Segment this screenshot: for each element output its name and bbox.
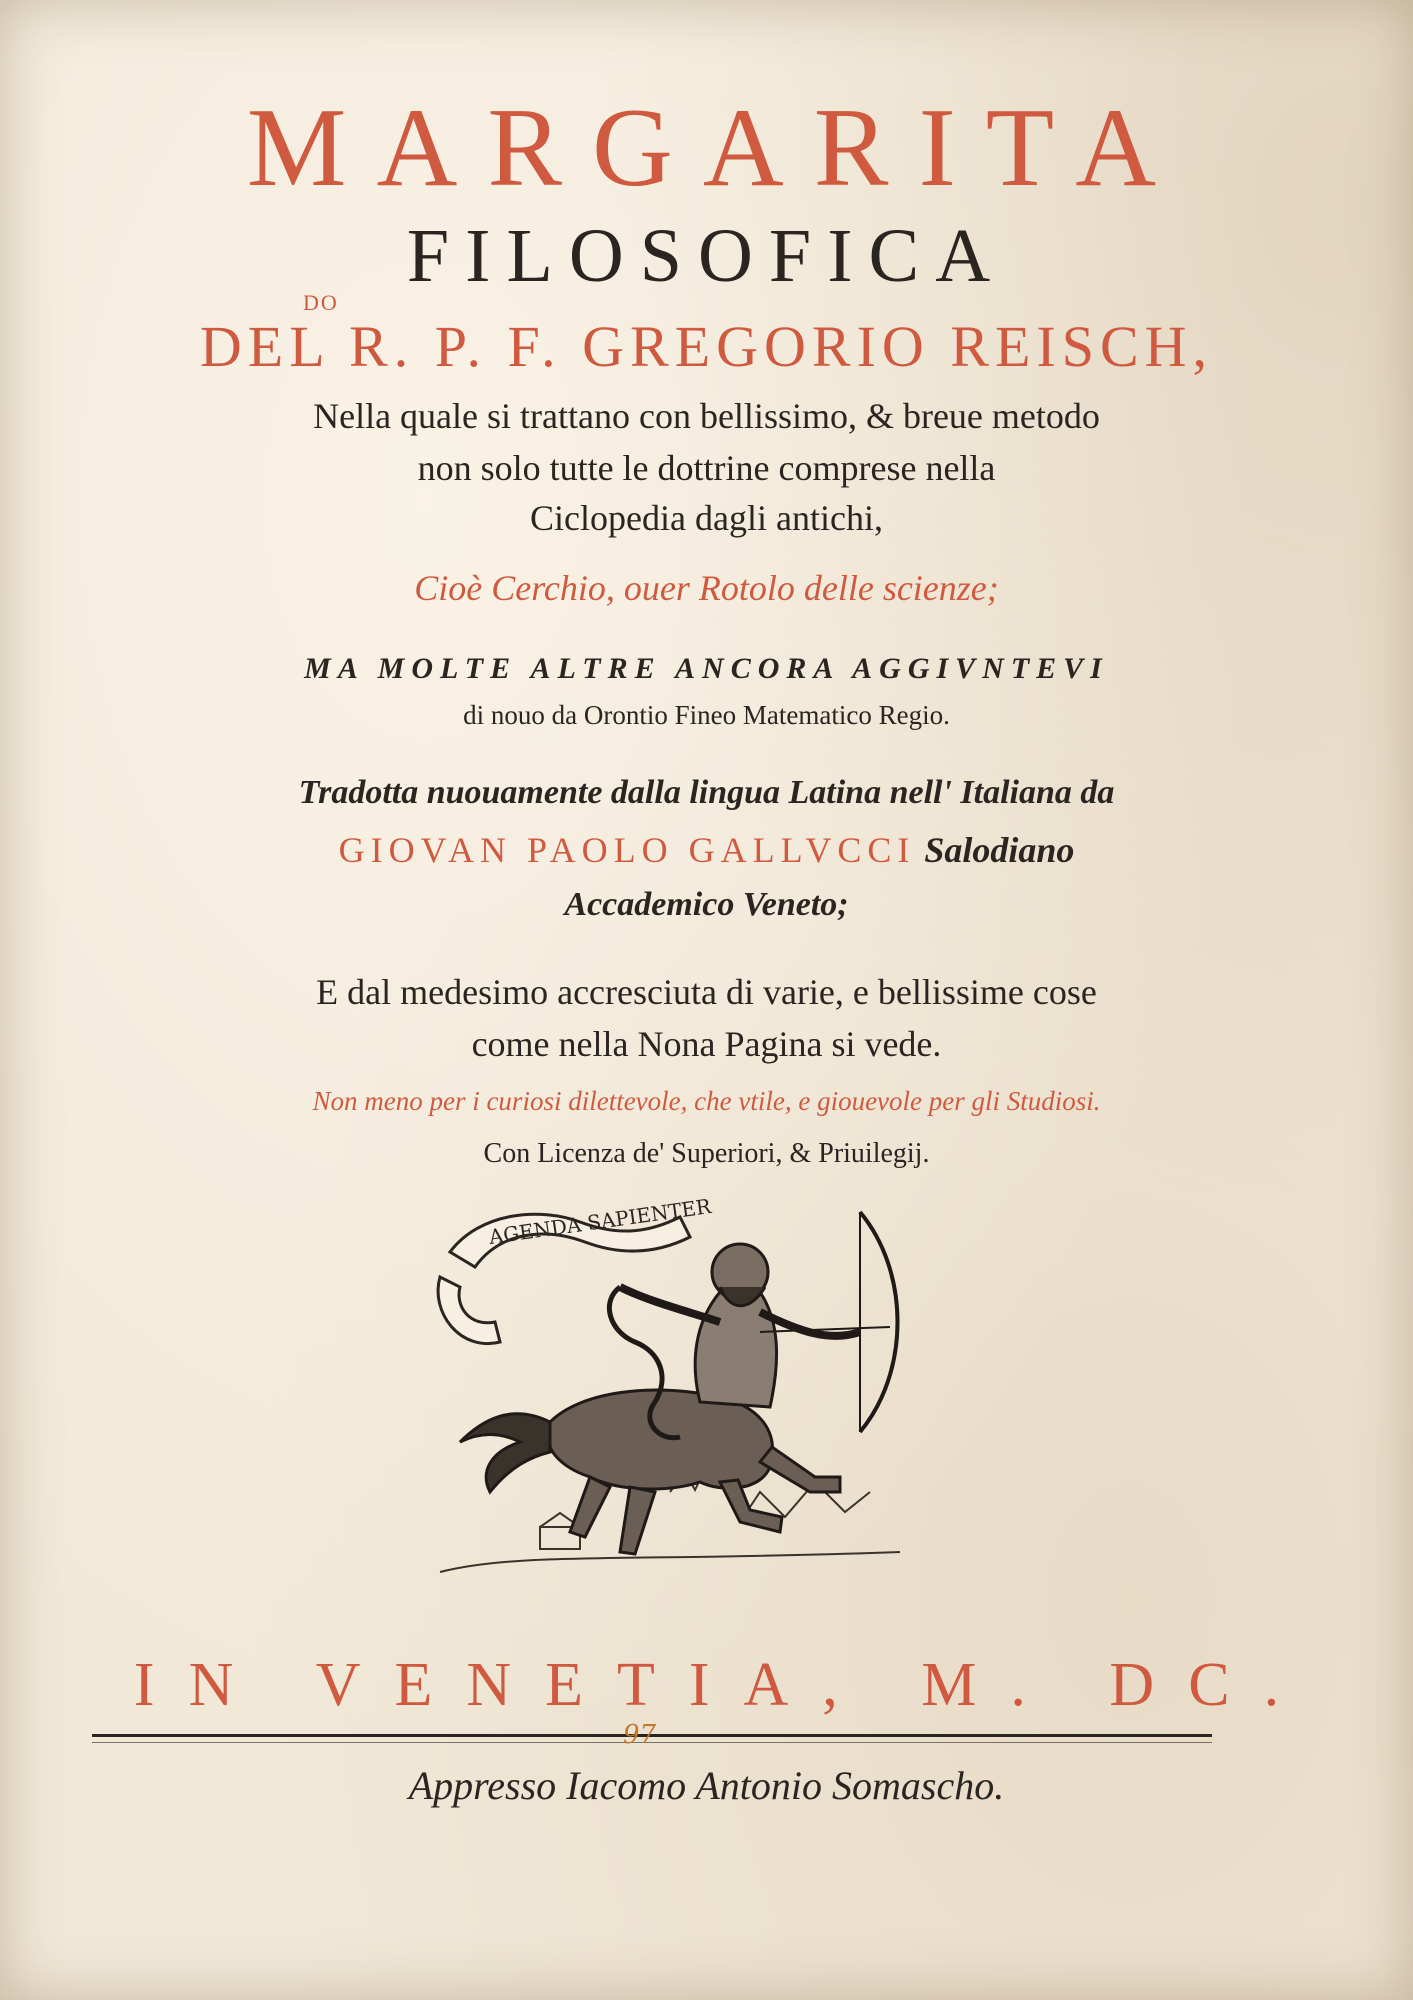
additions-line: di nouo da Orontio Fineo Matematico Regio.	[463, 700, 950, 730]
cioe-line: Cioè Cerchio, ouer Rotolo delle scienze;	[414, 568, 999, 608]
license-line: Con Licenza de' Superiori, & Priuilegij.	[483, 1138, 930, 1169]
book-subtitle: FILOSOFICA	[406, 214, 1007, 298]
description-line-1: Nella quale si trattano con bellissimo, & breue metodo	[313, 396, 1100, 436]
author-line: DEL R. P. F. GREGORIO REISCH,	[199, 314, 1214, 379]
description-line-2: non solo tutte le dottrine comprese nella	[417, 448, 996, 488]
expansion-line-1: E dal medesimo accresciuta di varie, e bellissime cose	[316, 972, 1097, 1012]
translator-line	[0, 832, 1413, 868]
translator-name: GIOVAN PAOLO GALLVCCI	[338, 830, 916, 870]
non-meno-line: Non meno per i curiosi dilettevole, che vtile, e giouevole per gli Studiosi.	[312, 1086, 1101, 1116]
abbreviation-mark: DO	[303, 290, 339, 315]
additions-heading: MA MOLTE ALTRE ANCORA AGGIVNTEVI	[304, 652, 1109, 685]
printer-imprint: Appresso Iacomo Antonio Somascho.	[408, 1763, 1005, 1808]
centaur	[460, 1244, 860, 1554]
description-line-3: Ciclopedia dagli antichi,	[530, 498, 883, 538]
centaur-printer-device-icon	[420, 1192, 920, 1612]
academy-line: Accademico Veneto;	[564, 886, 849, 923]
book-title: MARGARITA	[246, 86, 1187, 210]
translation-line: Tradotta nuouamente dalla lingua Latina nell' Italiana da	[298, 774, 1115, 811]
translator-origin: Salodiano	[924, 830, 1075, 870]
manuscript-note: 97	[623, 1720, 657, 1750]
banner-text: AGENDA SAPIENTER	[487, 1194, 713, 1249]
place-and-date: IN VENETIA, M. DC.	[133, 1651, 1314, 1719]
expansion-line-2: come nella Nona Pagina si vede.	[471, 1024, 942, 1064]
